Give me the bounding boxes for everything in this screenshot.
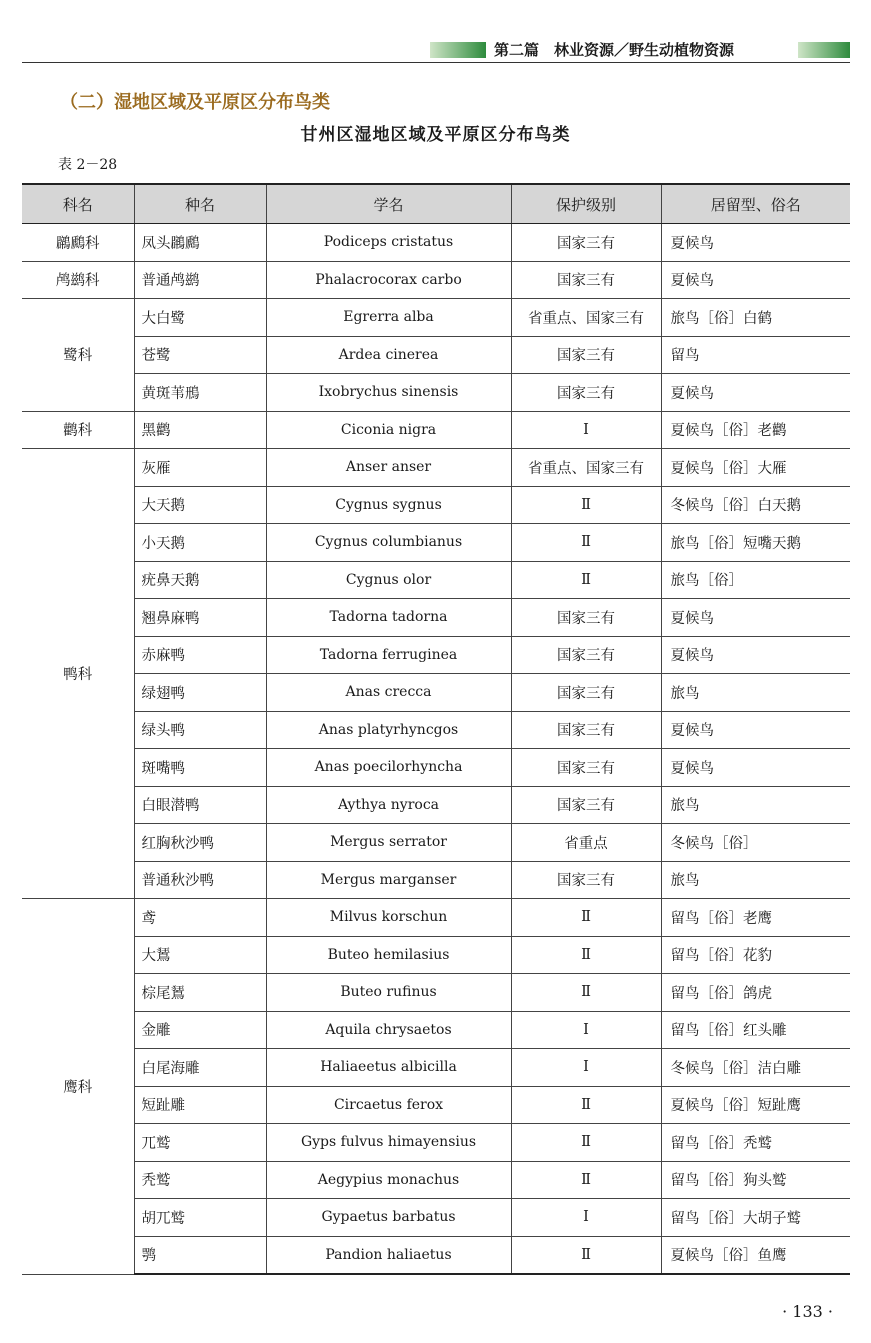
table-row <box>22 711 850 749</box>
table-row <box>22 599 850 637</box>
header-accent-bar-left <box>430 42 486 58</box>
species-cell: 小天鹅 <box>134 524 266 562</box>
protection-level-cell: 国家三有 <box>511 786 661 824</box>
protection-level-cell: 省重点 <box>511 824 661 862</box>
table-row <box>22 674 850 712</box>
scientific-name-cell: Buteo hemilasius <box>266 936 511 974</box>
species-cell: 红胸秋沙鸭 <box>134 824 266 862</box>
header-title: 第二篇 林业资源／野生动植物资源 <box>494 41 735 59</box>
scientific-name-cell: Aquila chrysaetos <box>266 1011 511 1049</box>
species-cell: 短趾雕 <box>134 1086 266 1124</box>
column-header-family: 科名 <box>22 184 134 224</box>
protection-level-cell: 国家三有 <box>511 336 661 374</box>
scientific-name-cell: Buteo rufinus <box>266 974 511 1012</box>
protection-level-cell: 国家三有 <box>511 224 661 262</box>
species-cell: 胡兀鹫 <box>134 1199 266 1237</box>
table-row <box>22 561 850 599</box>
table-header <box>22 184 850 224</box>
protection-level-cell: Ⅱ <box>511 1161 661 1199</box>
table-row <box>22 749 850 787</box>
species-cell: 秃鹫 <box>134 1161 266 1199</box>
species-cell: 兀鹫 <box>134 1124 266 1162</box>
protection-level-cell: Ⅱ <box>511 524 661 562</box>
residency-cell: 冬候鸟［俗］ <box>661 824 850 862</box>
scientific-name-cell: Gyps fulvus himayensius <box>266 1124 511 1162</box>
table-row <box>22 786 850 824</box>
species-cell: 黄斑苇鳽 <box>134 374 266 412</box>
species-cell: 绿翅鸭 <box>134 674 266 712</box>
scientific-name-cell: Aythya nyroca <box>266 786 511 824</box>
scientific-name-cell: Podiceps cristatus <box>266 224 511 262</box>
residency-cell: 留鸟［俗］鸽虎 <box>661 974 850 1012</box>
scientific-name-cell: Mergus serrator <box>266 824 511 862</box>
residency-cell: 旅鸟 <box>661 786 850 824</box>
species-cell: 金雕 <box>134 1011 266 1049</box>
protection-level-cell: Ⅱ <box>511 486 661 524</box>
species-cell: 大天鹅 <box>134 486 266 524</box>
table-body <box>22 224 850 1275</box>
residency-cell: 旅鸟 <box>661 861 850 899</box>
protection-level-cell: 国家三有 <box>511 674 661 712</box>
scientific-name-cell: Haliaeetus albicilla <box>266 1049 511 1087</box>
scientific-name-cell: Milvus korschun <box>266 899 511 937</box>
protection-level-cell: 国家三有 <box>511 374 661 412</box>
residency-cell: 留鸟［俗］大胡子鹫 <box>661 1199 850 1237</box>
table-row <box>22 636 850 674</box>
protection-level-cell: Ⅰ <box>511 1199 661 1237</box>
residency-cell: 冬候鸟［俗］白天鹅 <box>661 486 850 524</box>
protection-level-cell: Ⅱ <box>511 899 661 937</box>
protection-level-cell: Ⅰ <box>511 1011 661 1049</box>
species-cell: 斑嘴鸭 <box>134 749 266 787</box>
species-cell: 绿头鸭 <box>134 711 266 749</box>
header-rule <box>22 62 850 63</box>
residency-cell: 旅鸟 <box>661 674 850 712</box>
protection-level-cell: Ⅰ <box>511 411 661 449</box>
table-row <box>22 936 850 974</box>
table-row <box>22 449 850 487</box>
species-cell: 白眼潜鸭 <box>134 786 266 824</box>
table-row <box>22 411 850 449</box>
protection-level-cell: 省重点、国家三有 <box>511 449 661 487</box>
scientific-name-cell: Cygnus olor <box>266 561 511 599</box>
table-row <box>22 336 850 374</box>
protection-level-cell: 国家三有 <box>511 861 661 899</box>
species-cell: 赤麻鸭 <box>134 636 266 674</box>
running-header <box>430 40 850 62</box>
scientific-name-cell: Anas poecilorhyncha <box>266 749 511 787</box>
table-row <box>22 1049 850 1087</box>
protection-level-cell: Ⅱ <box>511 1124 661 1162</box>
protection-level-cell: 国家三有 <box>511 711 661 749</box>
residency-cell: 旅鸟［俗］白鹤 <box>661 299 850 337</box>
protection-level-cell: Ⅱ <box>511 936 661 974</box>
residency-cell: 夏候鸟 <box>661 261 850 299</box>
species-cell: 鹗 <box>134 1236 266 1274</box>
residency-cell: 留鸟［俗］红头雕 <box>661 1011 850 1049</box>
table-row <box>22 524 850 562</box>
species-cell: 凤头鸊鷉 <box>134 224 266 262</box>
table-row <box>22 1199 850 1237</box>
table-number: 表 2－28 <box>58 157 118 173</box>
scientific-name-cell: Mergus marganser <box>266 861 511 899</box>
scientific-name-cell: Circaetus ferox <box>266 1086 511 1124</box>
species-cell: 疣鼻天鹅 <box>134 561 266 599</box>
scientific-name-cell: Aegypius monachus <box>266 1161 511 1199</box>
table-row <box>22 974 850 1012</box>
scientific-name-cell: Anas crecca <box>266 674 511 712</box>
scientific-name-cell: Ardea cinerea <box>266 336 511 374</box>
column-header-residency: 居留型、俗名 <box>661 184 850 224</box>
column-header-protection-level: 保护级别 <box>511 184 661 224</box>
family-name-cell: 鸭科 <box>22 449 134 899</box>
residency-cell: 留鸟 <box>661 336 850 374</box>
table-row <box>22 374 850 412</box>
protection-level-cell: 国家三有 <box>511 749 661 787</box>
residency-cell: 夏候鸟［俗］大雁 <box>661 449 850 487</box>
protection-level-cell: Ⅰ <box>511 1049 661 1087</box>
page-number: · 133 · <box>782 1302 833 1321</box>
residency-cell: 夏候鸟［俗］鱼鹰 <box>661 1236 850 1274</box>
residency-cell: 留鸟［俗］老鹰 <box>661 899 850 937</box>
column-header-scientific-name: 学名 <box>266 184 511 224</box>
residency-cell: 留鸟［俗］秃鹫 <box>661 1124 850 1162</box>
scientific-name-cell: Anas platyrhyncgos <box>266 711 511 749</box>
family-name-cell: 鹭科 <box>22 299 134 412</box>
residency-cell: 留鸟［俗］花豹 <box>661 936 850 974</box>
species-cell: 苍鹭 <box>134 336 266 374</box>
table-row <box>22 899 850 937</box>
residency-cell: 旅鸟［俗］ <box>661 561 850 599</box>
header-row <box>22 184 850 224</box>
scientific-name-cell: Egrerra alba <box>266 299 511 337</box>
family-name-cell: 鹰科 <box>22 899 134 1275</box>
scientific-name-cell: Cygnus sygnus <box>266 486 511 524</box>
table-row <box>22 299 850 337</box>
residency-cell: 夏候鸟 <box>661 599 850 637</box>
table-row <box>22 1086 850 1124</box>
header-accent-bar-right <box>798 42 850 58</box>
residency-cell: 夏候鸟 <box>661 636 850 674</box>
residency-cell: 夏候鸟［俗］短趾鹰 <box>661 1086 850 1124</box>
family-name-cell: 鸊鷉科 <box>22 224 134 262</box>
scientific-name-cell: Tadorna tadorna <box>266 599 511 637</box>
scientific-name-cell: Pandion haliaetus <box>266 1236 511 1274</box>
column-header-species: 种名 <box>134 184 266 224</box>
species-cell: 灰雁 <box>134 449 266 487</box>
scientific-name-cell: Cygnus columbianus <box>266 524 511 562</box>
table-row <box>22 861 850 899</box>
scientific-name-cell: Phalacrocorax carbo <box>266 261 511 299</box>
species-cell: 白尾海雕 <box>134 1049 266 1087</box>
species-cell: 鸢 <box>134 899 266 937</box>
protection-level-cell: 国家三有 <box>511 636 661 674</box>
protection-level-cell: Ⅱ <box>511 974 661 1012</box>
table-row <box>22 486 850 524</box>
species-cell: 普通秋沙鸭 <box>134 861 266 899</box>
residency-cell: 旅鸟［俗］短嘴天鹅 <box>661 524 850 562</box>
scientific-name-cell: Ciconia nigra <box>266 411 511 449</box>
species-cell: 黑鹳 <box>134 411 266 449</box>
table-row <box>22 1161 850 1199</box>
table-row <box>22 1236 850 1274</box>
residency-cell: 夏候鸟 <box>661 224 850 262</box>
scientific-name-cell: Ixobrychus sinensis <box>266 374 511 412</box>
protection-level-cell: Ⅱ <box>511 1086 661 1124</box>
family-name-cell: 鸬鹚科 <box>22 261 134 299</box>
species-cell: 普通鸬鹚 <box>134 261 266 299</box>
protection-level-cell: Ⅱ <box>511 561 661 599</box>
scientific-name-cell: Gypaetus barbatus <box>266 1199 511 1237</box>
residency-cell: 夏候鸟 <box>661 749 850 787</box>
table-row <box>22 1011 850 1049</box>
table-row <box>22 261 850 299</box>
scientific-name-cell: Tadorna ferruginea <box>266 636 511 674</box>
species-cell: 翘鼻麻鸭 <box>134 599 266 637</box>
table-row <box>22 1124 850 1162</box>
protection-level-cell: Ⅱ <box>511 1236 661 1274</box>
section-title: （二）湿地区域及平原区分布鸟类 <box>60 92 330 113</box>
table-title: 甘州区湿地区域及平原区分布鸟类 <box>300 125 571 145</box>
residency-cell: 冬候鸟［俗］洁白雕 <box>661 1049 850 1087</box>
table-row <box>22 224 850 262</box>
protection-level-cell: 国家三有 <box>511 261 661 299</box>
species-cell: 大鵟 <box>134 936 266 974</box>
family-name-cell: 鹳科 <box>22 411 134 449</box>
residency-cell: 夏候鸟 <box>661 374 850 412</box>
residency-cell: 夏候鸟 <box>661 711 850 749</box>
residency-cell: 留鸟［俗］狗头鹫 <box>661 1161 850 1199</box>
species-cell: 棕尾鵟 <box>134 974 266 1012</box>
table-row <box>22 824 850 862</box>
bird-table <box>22 183 850 1275</box>
scientific-name-cell: Anser anser <box>266 449 511 487</box>
protection-level-cell: 省重点、国家三有 <box>511 299 661 337</box>
residency-cell: 夏候鸟［俗］老鹳 <box>661 411 850 449</box>
species-cell: 大白鹭 <box>134 299 266 337</box>
protection-level-cell: 国家三有 <box>511 599 661 637</box>
